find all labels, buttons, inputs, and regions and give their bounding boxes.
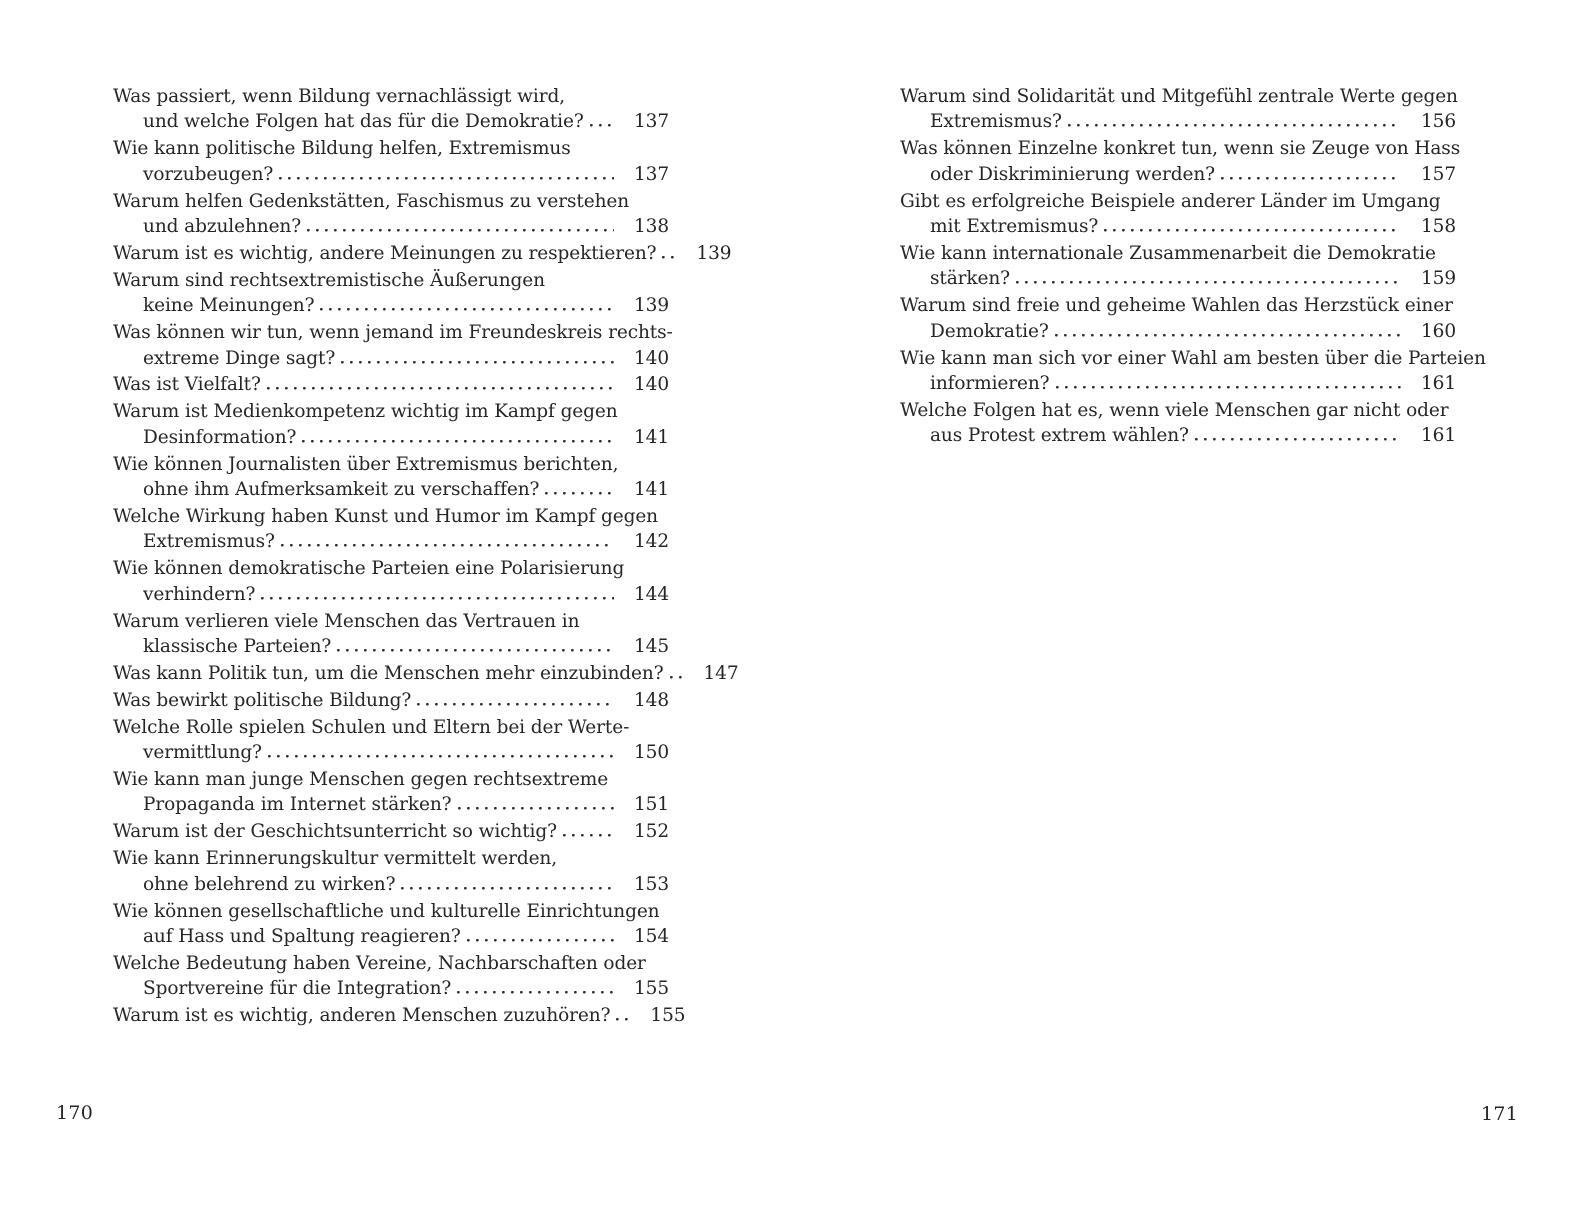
toc-entry-continuation: klassische Parteien? [143, 636, 332, 658]
toc-entry-leader-line [113, 477, 669, 502]
toc-entry-title: Warum verlieren viele Menschen das Vertrauen in [113, 610, 580, 632]
toc-entry-title-line [113, 767, 669, 792]
toc-entry-page-number: 160 [1420, 320, 1456, 342]
toc-entry-leader-line [900, 266, 1456, 291]
toc-entry [900, 84, 1456, 135]
toc-entry-page-number: 138 [633, 216, 669, 238]
toc-entry-leader-line [900, 423, 1456, 448]
dot-leader [1221, 174, 1401, 180]
toc-entry [113, 609, 669, 660]
toc-entry-continuation: vorzubeugen? [143, 163, 274, 185]
toc-entry-continuation: Demokratie? [930, 320, 1049, 342]
dot-leader [302, 437, 614, 443]
toc-entry-title: Wie können Journalisten über Extremismus berichten, [113, 453, 619, 475]
toc-entry-title-line [113, 320, 673, 345]
toc-entry-title: Was passiert, wenn Bildung vernachlässigt wird, [113, 86, 565, 107]
dot-leader [458, 804, 614, 810]
toc-entry-title: Warum ist Medienkompetenz wichtig im Kampf gegen [113, 401, 618, 423]
toc-entry [113, 372, 669, 397]
dot-leader [279, 174, 614, 180]
toc-entry-continuation: Was bewirkt politische Bildung? [113, 689, 412, 711]
toc-entry-title-line [113, 136, 669, 161]
dot-leader [1055, 331, 1401, 337]
toc-entry [113, 189, 669, 240]
toc-entry-page-number: 161 [1420, 425, 1456, 447]
toc-entry-continuation: Extremismus? [143, 531, 275, 553]
toc-entry-title: Warum sind freie und geheime Wahlen das Herzstück einer [900, 295, 1453, 317]
toc-entry-leader-line [113, 214, 669, 239]
toc-entry-continuation: informieren? [930, 372, 1050, 394]
toc-entry-leader-line [113, 425, 669, 450]
toc-entry-title: Warum sind Solidarität und Mitgefühl zentrale Werte gegen [900, 86, 1458, 107]
toc-entry-title-line [900, 241, 1456, 266]
toc-entry-page-number: 161 [1420, 372, 1456, 394]
dot-leader [267, 384, 614, 390]
toc-entry [113, 504, 669, 555]
toc-entry-leader-line [113, 372, 669, 397]
toc-entry-page-number: 139 [696, 242, 732, 264]
toc-entry [900, 398, 1456, 449]
toc-entry-continuation: Warum ist es wichtig, andere Meinungen zu respektieren? [113, 242, 657, 264]
toc-entry-title: Warum helfen Gedenkstätten, Faschismus zu verstehen [113, 190, 630, 212]
toc-entry-title-line [900, 293, 1456, 318]
toc-entry-title: Was können Einzelne konkret tun, wenn sie Zeuge von Hass [900, 138, 1461, 160]
dot-leader [1056, 383, 1401, 389]
toc-entry-title-line [113, 609, 669, 634]
dot-leader [563, 831, 614, 837]
toc-entry-leader-line [113, 792, 669, 817]
toc-entry-title-line [900, 136, 1461, 161]
toc-entry-page-number: 142 [633, 531, 669, 553]
toc-entry [113, 84, 669, 135]
dot-leader [662, 253, 676, 259]
toc-entry-title-line [113, 189, 669, 214]
toc-entry-continuation: und abzulehnen? [143, 216, 302, 238]
toc-entry-title-line [900, 189, 1456, 214]
toc-entry [900, 136, 1461, 187]
toc-entry-title-line [113, 715, 669, 740]
toc-entry [113, 951, 669, 1002]
toc-entry-leader-line [900, 371, 1456, 396]
toc-entry [113, 846, 669, 897]
toc-entry-title: Wie können gesellschaftliche und kulturelle Einrichtungen [113, 900, 660, 922]
toc-entry-leader-line [113, 740, 669, 765]
toc-entry-leader-line [113, 109, 669, 134]
toc-entry [113, 556, 669, 607]
toc-entry-page-number: 155 [650, 1005, 686, 1027]
toc-entry-continuation: mit Extremismus? [930, 216, 1099, 238]
toc-entry-page-number: 137 [633, 163, 669, 185]
toc-entry-leader-line [113, 582, 669, 607]
toc-entry-title: Welche Folgen hat es, wenn viele Menschen gar nicht oder [900, 399, 1449, 421]
toc-entry-leader-line [113, 872, 669, 897]
toc-entry-leader-line [113, 924, 669, 949]
toc-entry-continuation: Extremismus? [930, 111, 1062, 133]
toc-entry-title: Was können wir tun, wenn jemand im Freundeskreis rechts- [113, 322, 673, 344]
toc-entry-page-number: 156 [1420, 111, 1456, 133]
toc-entry-title-line [900, 398, 1456, 423]
dot-leader [281, 541, 614, 547]
toc-entry-title-line [113, 846, 669, 871]
toc-entry-continuation: Was kann Politik tun, um die Menschen mehr einzubinden? [113, 662, 664, 684]
dot-leader [616, 1015, 630, 1021]
dot-leader [1016, 278, 1401, 284]
toc-entry-page-number: 150 [633, 742, 669, 764]
toc-entry-continuation: oder Diskriminierung werden? [930, 163, 1215, 185]
toc-entry-leader-line [113, 241, 732, 266]
toc-entry-page-number: 158 [1420, 216, 1456, 238]
toc-entry [113, 136, 669, 187]
toc-entry-page-number: 145 [633, 636, 669, 658]
dot-leader [457, 988, 614, 994]
toc-entry-title: Welche Rolle spielen Schulen und Eltern bei der Werte- [113, 716, 630, 738]
toc-entry-title: Wie kann internationale Zusammenarbeit die Demokratie [900, 242, 1436, 264]
toc-entry-leader-line [113, 661, 739, 686]
toc-entry-continuation: ohne ihm Aufmerksamkeit zu verschaffen? [143, 479, 540, 501]
toc-entry-title: Wie kann man sich vor einer Wahl am besten über die Parteien [900, 347, 1486, 369]
toc-entry [113, 241, 732, 266]
toc-entry-title-line [113, 452, 669, 477]
toc-entry-continuation: Warum ist es wichtig, anderen Menschen zuzuhören? [113, 1005, 611, 1027]
toc-entry-page-number: 154 [633, 926, 669, 947]
toc-entry-leader-line [113, 634, 669, 659]
toc-entry-title-line [900, 84, 1456, 109]
toc-entry-page-number: 153 [633, 873, 669, 895]
toc-entry-continuation: und welche Folgen hat das für die Demokratie? [143, 111, 584, 133]
toc-entry-leader-line [113, 976, 669, 1001]
toc-entry-leader-line [900, 214, 1456, 239]
toc-entry-page-number: 159 [1420, 268, 1456, 290]
toc-entry [900, 346, 1486, 397]
toc-entry [113, 320, 673, 371]
toc-entry-continuation: auf Hass und Spaltung reagieren? [143, 926, 461, 947]
toc-entry-leader-line [113, 819, 669, 844]
toc-entry-leader-line [113, 529, 669, 554]
dot-leader [545, 489, 614, 495]
folio-left-page-number: 170 [56, 1102, 94, 1124]
toc-entry-continuation: stärken? [930, 268, 1010, 290]
toc-entry-title: Welche Bedeutung haben Vereine, Nachbarschaften oder [113, 952, 646, 974]
toc-entry-page-number: 144 [633, 583, 669, 605]
toc-entry-continuation: Sportvereine für die Integration? [143, 978, 452, 1000]
toc-entry-continuation: ohne belehrend zu wirken? [143, 873, 396, 895]
toc-entry-title: Welche Wirkung haben Kunst und Humor im Kampf gegen [113, 506, 658, 527]
dot-leader [268, 752, 614, 758]
toc-entry-continuation: Was ist Vielfalt? [113, 374, 261, 396]
toc-entry [113, 819, 669, 844]
toc-entry-title-line [113, 504, 669, 529]
toc-entry-page-number: 141 [633, 479, 669, 501]
toc-entry-continuation: Propaganda im Internet stärken? [143, 794, 452, 816]
toc-entry-leader-line [900, 319, 1456, 344]
toc-entry-page-number: 140 [633, 347, 669, 369]
toc-entry-continuation: extreme Dinge sagt? [143, 347, 336, 369]
toc-entry-continuation: Warum ist der Geschichtsunterricht so wichtig? [113, 821, 557, 843]
toc-entry-title-line [113, 951, 669, 976]
toc-entry-title: Wie kann Erinnerungskultur vermittelt werden, [113, 848, 558, 870]
toc-entry-leader-line [113, 293, 669, 318]
dot-leader [1195, 435, 1401, 441]
toc-entry [113, 688, 669, 713]
toc-entry-page-number: 139 [633, 295, 669, 317]
dot-leader [320, 305, 614, 311]
toc-entry-title-line [113, 556, 669, 581]
dot-leader [261, 594, 614, 600]
toc-entry-page-number: 147 [703, 662, 739, 684]
toc-entry-title: Wie kann man junge Menschen gegen rechtsextreme [113, 769, 609, 791]
toc-entry-leader-line [113, 162, 669, 187]
toc-entry-continuation: verhindern? [143, 583, 256, 605]
toc-entry-page-number: 141 [633, 426, 669, 448]
dot-leader [417, 700, 614, 706]
dot-leader [1104, 226, 1401, 232]
toc-entry-title: Wie können demokratische Parteien eine Polarisierung [113, 558, 625, 580]
toc-entry [900, 293, 1456, 344]
dot-leader [590, 121, 614, 127]
dot-leader [1068, 121, 1401, 127]
toc-entry-title-line [113, 84, 669, 109]
dot-leader [670, 673, 684, 679]
folio-right-page-number: 171 [1481, 1103, 1519, 1125]
toc-entry-page-number: 140 [633, 374, 669, 396]
toc-entry-title: Wie kann politische Bildung helfen, Extremismus [113, 138, 571, 160]
toc-entry [113, 268, 669, 319]
toc-entry [113, 767, 669, 818]
toc-entry-page-number: 148 [633, 689, 669, 711]
toc-entry-title-line [113, 268, 669, 293]
toc-entry [113, 899, 669, 950]
toc-entry-continuation: aus Protest extrem wählen? [930, 425, 1189, 447]
toc-entry-leader-line [113, 346, 669, 371]
toc-entry [900, 241, 1456, 292]
toc-entry [113, 715, 669, 766]
dot-leader [337, 646, 614, 652]
toc-entry-page-number: 151 [633, 794, 669, 816]
toc-entry-leader-line [113, 1003, 686, 1028]
toc-entry-page-number: 152 [633, 821, 669, 843]
toc-entry [113, 452, 669, 503]
toc-entry-title-line [113, 899, 669, 924]
toc-entry [113, 1003, 686, 1028]
toc-entry-leader-line [113, 688, 669, 713]
dot-leader [307, 226, 614, 232]
toc-entry-page-number: 157 [1420, 163, 1456, 185]
toc-entry [113, 399, 669, 450]
toc-column-left-page [113, 84, 739, 1030]
toc-entry [113, 661, 739, 686]
dot-leader [341, 358, 614, 364]
toc-entry-page-number: 137 [633, 111, 669, 133]
dot-leader [401, 884, 614, 890]
toc-entry-page-number: 155 [633, 978, 669, 1000]
toc-entry-title-line [900, 346, 1486, 371]
toc-entry-leader-line [900, 162, 1456, 187]
toc-entry-title: Warum sind rechtsextremistische Äußerungen [113, 269, 545, 291]
toc-entry-continuation: vermittlung? [143, 742, 262, 764]
toc-entry-title: Gibt es erfolgreiche Beispiele anderer Länder im Umgang [900, 190, 1441, 212]
toc-entry-continuation: keine Meinungen? [143, 295, 315, 317]
dot-leader [467, 936, 614, 942]
toc-entry-continuation: Desinformation? [143, 426, 297, 448]
toc-column-right-page [900, 84, 1486, 450]
toc-entry-title-line [113, 399, 669, 424]
toc-entry-leader-line [900, 109, 1456, 134]
toc-entry [900, 189, 1456, 240]
